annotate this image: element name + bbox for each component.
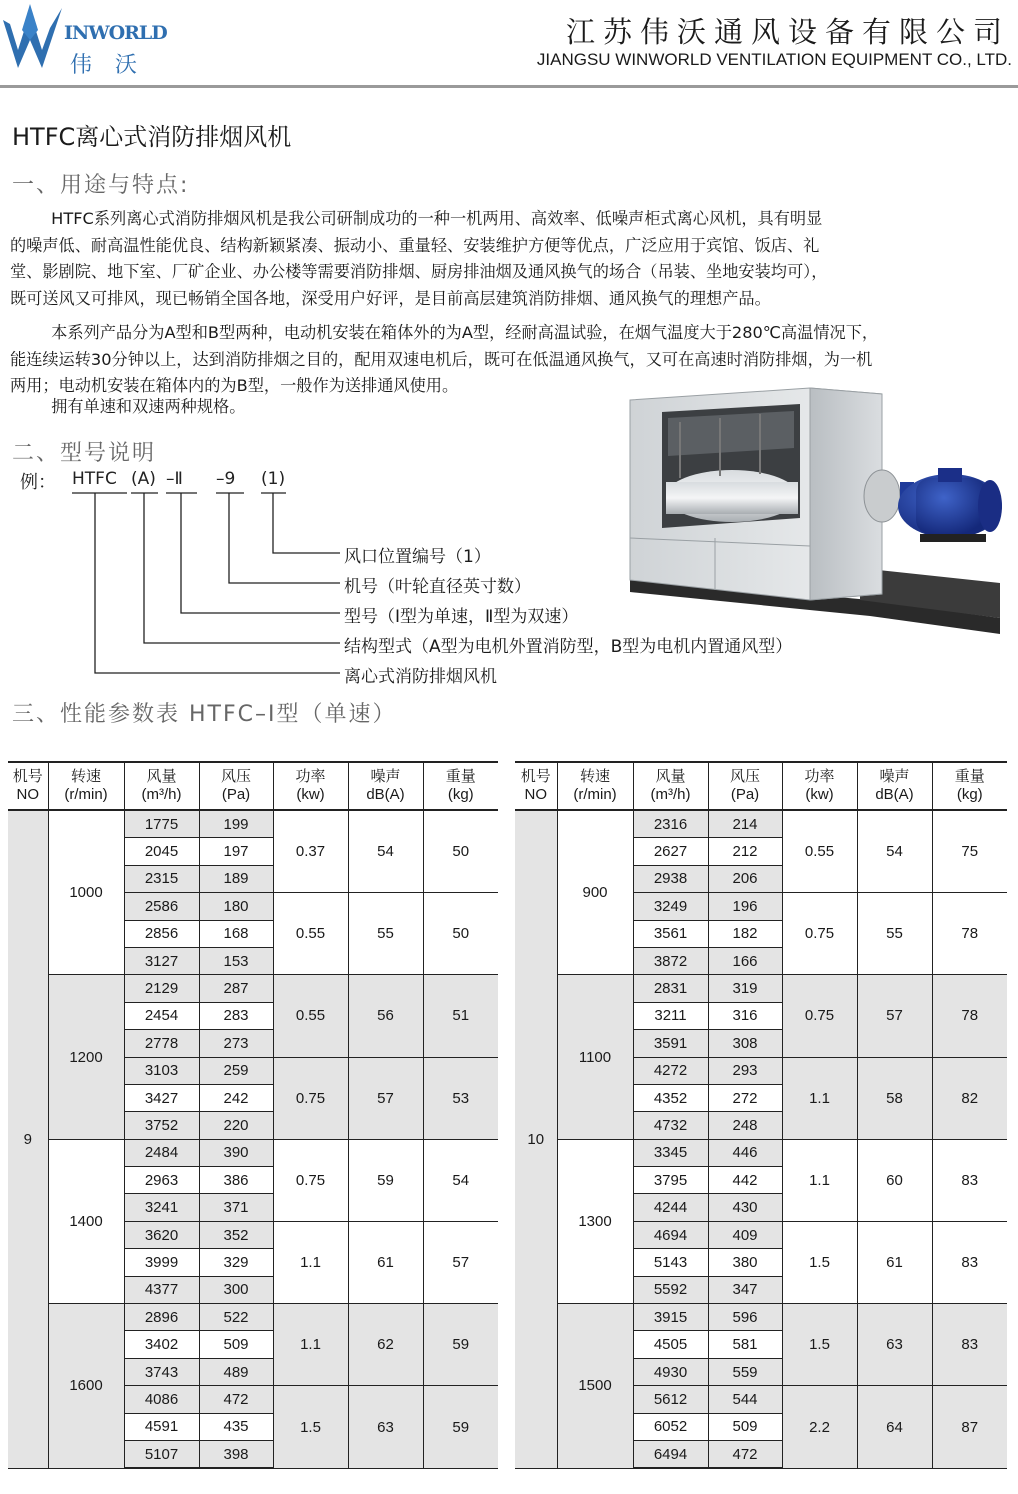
noise-cell: 55	[857, 893, 932, 975]
header-label: (r/min)	[64, 786, 108, 803]
flow-cell: 5592	[633, 1276, 708, 1303]
table-row	[8, 1139, 498, 1166]
header-weight	[423, 762, 498, 810]
machine-no-cell: 10	[515, 810, 557, 1468]
legend-item: 结构型式（A型为电机外置消防型，B型为电机内置通风型）	[344, 637, 793, 657]
weight-cell: 59	[423, 1304, 498, 1386]
pressure-cell: 308	[708, 1030, 782, 1057]
table-row	[515, 1304, 1007, 1331]
flow-cell: 3249	[633, 893, 708, 920]
pressure-cell: 544	[708, 1386, 782, 1413]
flow-cell: 2896	[124, 1304, 199, 1331]
header-label: 功率	[295, 768, 326, 785]
pressure-cell: 522	[199, 1304, 273, 1331]
pressure-cell: 168	[199, 920, 273, 947]
flow-cell: 3103	[124, 1057, 199, 1084]
speed-cell: 1500	[557, 1304, 633, 1469]
header-label: 风量	[146, 768, 177, 785]
header-label: (r/min)	[573, 786, 617, 803]
pressure-cell: 380	[708, 1249, 782, 1276]
noise-cell: 57	[348, 1057, 423, 1139]
pressure-cell: 153	[199, 947, 273, 974]
legend-item: 离心式消防排烟风机	[344, 667, 497, 687]
weight-cell: 75	[932, 810, 1007, 893]
paragraph-3: 拥有单速和双速两种规格。	[10, 397, 246, 416]
pressure-cell: 596	[708, 1304, 782, 1331]
noise-cell: 57	[857, 975, 932, 1057]
pressure-cell: 272	[708, 1084, 782, 1111]
flow-cell: 6052	[633, 1413, 708, 1440]
pressure-cell: 287	[199, 975, 273, 1002]
flow-cell: 5612	[633, 1386, 708, 1413]
model-code-part: (A)	[131, 469, 156, 489]
header-label: 风压	[220, 768, 251, 785]
noise-cell: 54	[857, 810, 932, 893]
power-cell: 0.75	[273, 1057, 348, 1139]
header-label: (Pa)	[221, 786, 251, 803]
power-cell: 1.5	[782, 1221, 857, 1303]
flow-cell: 3402	[124, 1331, 199, 1358]
weight-cell: 50	[423, 893, 498, 975]
weight-cell: 78	[932, 975, 1007, 1057]
header-noise	[348, 762, 423, 810]
legend-item: 机号（叶轮直径英寸数）	[344, 577, 531, 597]
flow-cell: 2315	[124, 865, 199, 892]
pressure-cell: 352	[199, 1221, 273, 1248]
pressure-cell: 273	[199, 1030, 273, 1057]
pressure-cell: 581	[708, 1331, 782, 1358]
header-label: 机号	[520, 768, 551, 785]
model-code-part: (1)	[261, 469, 286, 489]
flow-cell: 3915	[633, 1304, 708, 1331]
header-no	[8, 762, 48, 810]
flow-cell: 3999	[124, 1249, 199, 1276]
legend-item: 型号（Ⅰ型为单速，Ⅱ型为双速）	[344, 607, 579, 627]
table-row	[8, 1304, 498, 1331]
header-label: NO	[524, 786, 547, 803]
flow-cell: 2831	[633, 975, 708, 1002]
pressure-cell: 472	[708, 1440, 782, 1468]
section-3-title: 三、性能参数表 HTFC–Ⅰ型（单速）	[12, 702, 397, 727]
weight-cell: 78	[932, 893, 1007, 975]
pressure-cell: 446	[708, 1139, 782, 1166]
header-weight	[932, 762, 1007, 810]
pressure-cell: 197	[199, 838, 273, 865]
speed-cell: 900	[557, 810, 633, 975]
flow-cell: 3241	[124, 1194, 199, 1221]
performance-table-no9	[8, 761, 498, 1469]
flow-cell: 4505	[633, 1331, 708, 1358]
power-cell: 0.55	[273, 893, 348, 975]
model-code-part: –9	[216, 469, 236, 489]
power-cell: 1.5	[782, 1304, 857, 1386]
weight-cell: 87	[932, 1386, 1007, 1469]
header-label: 机号	[12, 768, 43, 785]
pressure-cell: 166	[708, 947, 782, 974]
header-label: 风压	[729, 768, 760, 785]
flow-cell: 3743	[124, 1358, 199, 1385]
company-name-cn: 江苏伟沃通风设备有限公司	[565, 15, 1010, 49]
pressure-cell: 386	[199, 1167, 273, 1194]
pressure-cell: 214	[708, 810, 782, 838]
pressure-cell: 259	[199, 1057, 273, 1084]
paragraph-line: 两用；电动机安装在箱体内的为B型，一般作为送排通风使用。	[10, 376, 459, 395]
paragraph-line: 既可送风又可排风，现已畅销全国各地，深受用户好评，是目前高层建筑消防排烟、通风换气的理想产品。	[10, 288, 771, 308]
noise-cell: 54	[348, 810, 423, 893]
flow-cell: 2856	[124, 920, 199, 947]
paragraph-line: 本系列产品分为A型和B型两种，电动机安装在箱体外的为A型，经耐高温试验，在烟气温度大于280℃高温情况下，	[10, 323, 879, 342]
flow-cell: 3591	[633, 1030, 708, 1057]
pressure-cell: 371	[199, 1194, 273, 1221]
table-row	[8, 810, 498, 838]
speed-cell: 1600	[48, 1304, 124, 1469]
flow-cell: 4086	[124, 1386, 199, 1413]
weight-cell: 57	[423, 1221, 498, 1303]
pressure-cell: 206	[708, 865, 782, 892]
pressure-cell: 319	[708, 975, 782, 1002]
flow-cell: 2627	[633, 838, 708, 865]
header-label: 噪声	[370, 768, 401, 785]
pressure-cell: 442	[708, 1167, 782, 1194]
header-label: (kg)	[447, 786, 474, 803]
table-row	[515, 810, 1007, 838]
flow-cell: 3561	[633, 920, 708, 947]
header-label: (kw)	[296, 786, 325, 803]
noise-cell: 60	[857, 1139, 932, 1221]
header-label: 噪声	[879, 768, 910, 785]
header-speed	[557, 762, 633, 810]
flow-cell: 2778	[124, 1030, 199, 1057]
performance-table-no10	[515, 761, 1007, 1469]
pressure-cell: 398	[199, 1440, 273, 1468]
flow-cell: 3620	[124, 1221, 199, 1248]
header-power	[782, 762, 857, 810]
header-label: (m³/h)	[141, 786, 182, 803]
table-row	[8, 975, 498, 1002]
header-label: (m³/h)	[650, 786, 691, 803]
flow-cell: 3127	[124, 947, 199, 974]
pressure-cell: 316	[708, 1002, 782, 1029]
flow-cell: 4244	[633, 1194, 708, 1221]
noise-cell: 62	[348, 1304, 423, 1386]
flow-cell: 4272	[633, 1057, 708, 1084]
weight-cell: 51	[423, 975, 498, 1057]
speed-cell: 1000	[48, 810, 124, 975]
paragraph-line: 的噪声低、耐高温性能优良、结构新颖紧凑、振动小、重量轻、安装维护方便等优点，广泛应用于宾馆、饭店、礼	[10, 235, 820, 255]
noise-cell: 56	[348, 975, 423, 1057]
weight-cell: 83	[932, 1304, 1007, 1386]
header-flow	[124, 762, 199, 810]
header-label: 功率	[804, 768, 835, 785]
section-1-title: 一、用途与特点:	[12, 173, 190, 198]
power-cell: 1.5	[273, 1386, 348, 1469]
speed-cell: 1400	[48, 1139, 124, 1303]
power-cell: 0.75	[273, 1139, 348, 1221]
header-label: (Pa)	[730, 786, 760, 803]
weight-cell: 59	[423, 1386, 498, 1469]
pressure-cell: 293	[708, 1057, 782, 1084]
weight-cell: 83	[932, 1221, 1007, 1303]
power-cell: 0.75	[782, 893, 857, 975]
speed-cell: 1100	[557, 975, 633, 1139]
pressure-cell: 196	[708, 893, 782, 920]
header-pressure	[708, 762, 782, 810]
pressure-cell: 430	[708, 1194, 782, 1221]
pressure-cell: 559	[708, 1358, 782, 1385]
flow-cell: 4352	[633, 1084, 708, 1111]
model-code-leader-lines	[0, 490, 345, 690]
flow-cell: 4377	[124, 1276, 199, 1303]
flow-cell: 2484	[124, 1139, 199, 1166]
flow-cell: 4732	[633, 1112, 708, 1139]
table-row	[515, 1139, 1007, 1166]
flow-cell: 4694	[633, 1221, 708, 1248]
noise-cell: 64	[857, 1386, 932, 1469]
power-cell: 1.1	[273, 1304, 348, 1386]
header-no	[515, 762, 557, 810]
fan-product-image	[620, 378, 1012, 640]
logo-text-en: INWORLD	[64, 22, 167, 44]
weight-cell: 54	[423, 1139, 498, 1221]
weight-cell: 50	[423, 810, 498, 893]
header-label: 重量	[954, 768, 985, 785]
header-label: 重量	[445, 768, 476, 785]
paragraph-line: 能连续运转30分钟以上，达到消防排烟之目的，配用双速电机后，既可在低温通风换气，又可在高速时消防排烟，为一机	[10, 349, 873, 369]
weight-cell: 83	[932, 1139, 1007, 1221]
flow-cell: 1775	[124, 810, 199, 838]
table-row	[515, 975, 1007, 1002]
power-cell: 2.2	[782, 1386, 857, 1469]
header-label: (kw)	[805, 786, 834, 803]
flow-cell: 2129	[124, 975, 199, 1002]
pressure-cell: 242	[199, 1084, 273, 1111]
header-label: 转速	[579, 768, 610, 785]
header-power	[273, 762, 348, 810]
pressure-cell: 390	[199, 1139, 273, 1166]
header-divider	[0, 85, 1018, 88]
section-2-title: 二、型号说明	[12, 441, 157, 466]
flow-cell: 2938	[633, 865, 708, 892]
flow-cell: 3427	[124, 1084, 199, 1111]
flow-cell: 5107	[124, 1440, 199, 1468]
pressure-cell: 248	[708, 1112, 782, 1139]
flow-cell: 2454	[124, 1002, 199, 1029]
weight-cell: 82	[932, 1057, 1007, 1139]
noise-cell: 59	[348, 1139, 423, 1221]
flow-cell: 3795	[633, 1167, 708, 1194]
paragraph-line: HTFC系列离心式消防排烟风机是我公司研制成功的一种一机两用、高效率、低噪声柜式离心风机，具有明显	[10, 209, 823, 228]
noise-cell: 63	[857, 1304, 932, 1386]
flow-cell: 6494	[633, 1440, 708, 1468]
product-title: HTFC离心式消防排烟风机	[12, 123, 292, 151]
pressure-cell: 300	[199, 1276, 273, 1303]
power-cell: 0.55	[273, 975, 348, 1057]
weight-cell: 53	[423, 1057, 498, 1139]
pressure-cell: 329	[199, 1249, 273, 1276]
noise-cell: 58	[857, 1057, 932, 1139]
header-pressure	[199, 762, 273, 810]
pressure-cell: 409	[708, 1221, 782, 1248]
power-cell: 0.75	[782, 975, 857, 1057]
noise-cell: 55	[348, 893, 423, 975]
flow-cell: 4930	[633, 1358, 708, 1385]
example-prefix: 例：	[20, 472, 56, 493]
flow-cell: 5143	[633, 1249, 708, 1276]
speed-cell: 1300	[557, 1139, 633, 1303]
pressure-cell: 347	[708, 1276, 782, 1303]
flow-cell: 3345	[633, 1139, 708, 1166]
flow-cell: 2586	[124, 893, 199, 920]
flow-cell: 3211	[633, 1002, 708, 1029]
noise-cell: 61	[857, 1221, 932, 1303]
pressure-cell: 199	[199, 810, 273, 838]
pressure-cell: 435	[199, 1413, 273, 1440]
header-speed	[48, 762, 124, 810]
header-label: NO	[16, 786, 39, 803]
power-cell: 1.1	[782, 1057, 857, 1139]
header-label: 风量	[655, 768, 686, 785]
pressure-cell: 212	[708, 838, 782, 865]
pressure-cell: 182	[708, 920, 782, 947]
header-flow	[633, 762, 708, 810]
noise-cell: 63	[348, 1386, 423, 1469]
model-code-part: –Ⅱ	[166, 469, 183, 489]
flow-cell: 2045	[124, 838, 199, 865]
pressure-cell: 472	[199, 1386, 273, 1413]
power-cell: 1.1	[273, 1221, 348, 1303]
pressure-cell: 189	[199, 865, 273, 892]
flow-cell: 2316	[633, 810, 708, 838]
paragraph-1	[10, 206, 827, 312]
header-label: dB(A)	[366, 786, 405, 803]
flow-cell: 3752	[124, 1112, 199, 1139]
flow-cell: 3872	[633, 947, 708, 974]
pressure-cell: 283	[199, 1002, 273, 1029]
header-label: 转速	[70, 768, 101, 785]
paragraph-line: 堂、影剧院、地下室、厂矿企业、办公楼等需要消防排烟、厨房排油烟及通风换气的场合（吊装、坐地安装均可），	[10, 262, 828, 281]
power-cell: 0.37	[273, 810, 348, 893]
pressure-cell: 509	[708, 1413, 782, 1440]
flow-cell: 2963	[124, 1167, 199, 1194]
pressure-cell: 509	[199, 1331, 273, 1358]
machine-no-cell: 9	[8, 810, 48, 1468]
power-cell: 0.55	[782, 810, 857, 893]
flow-cell: 4591	[124, 1413, 199, 1440]
header-label: (kg)	[956, 786, 983, 803]
speed-cell: 1200	[48, 975, 124, 1139]
legend-item: 风口位置编号（1）	[344, 547, 491, 567]
pressure-cell: 180	[199, 893, 273, 920]
logo-text-cn: 伟 沃	[70, 53, 145, 78]
power-cell: 1.1	[782, 1139, 857, 1221]
header-label: dB(A)	[875, 786, 914, 803]
pressure-cell: 489	[199, 1358, 273, 1385]
noise-cell: 61	[348, 1221, 423, 1303]
company-name-en: JIANGSU WINWORLD VENTILATION EQUIPMENT CO., LTD.	[536, 50, 1012, 69]
header-noise	[857, 762, 932, 810]
pressure-cell: 220	[199, 1112, 273, 1139]
model-code-part: HTFC	[72, 469, 117, 489]
